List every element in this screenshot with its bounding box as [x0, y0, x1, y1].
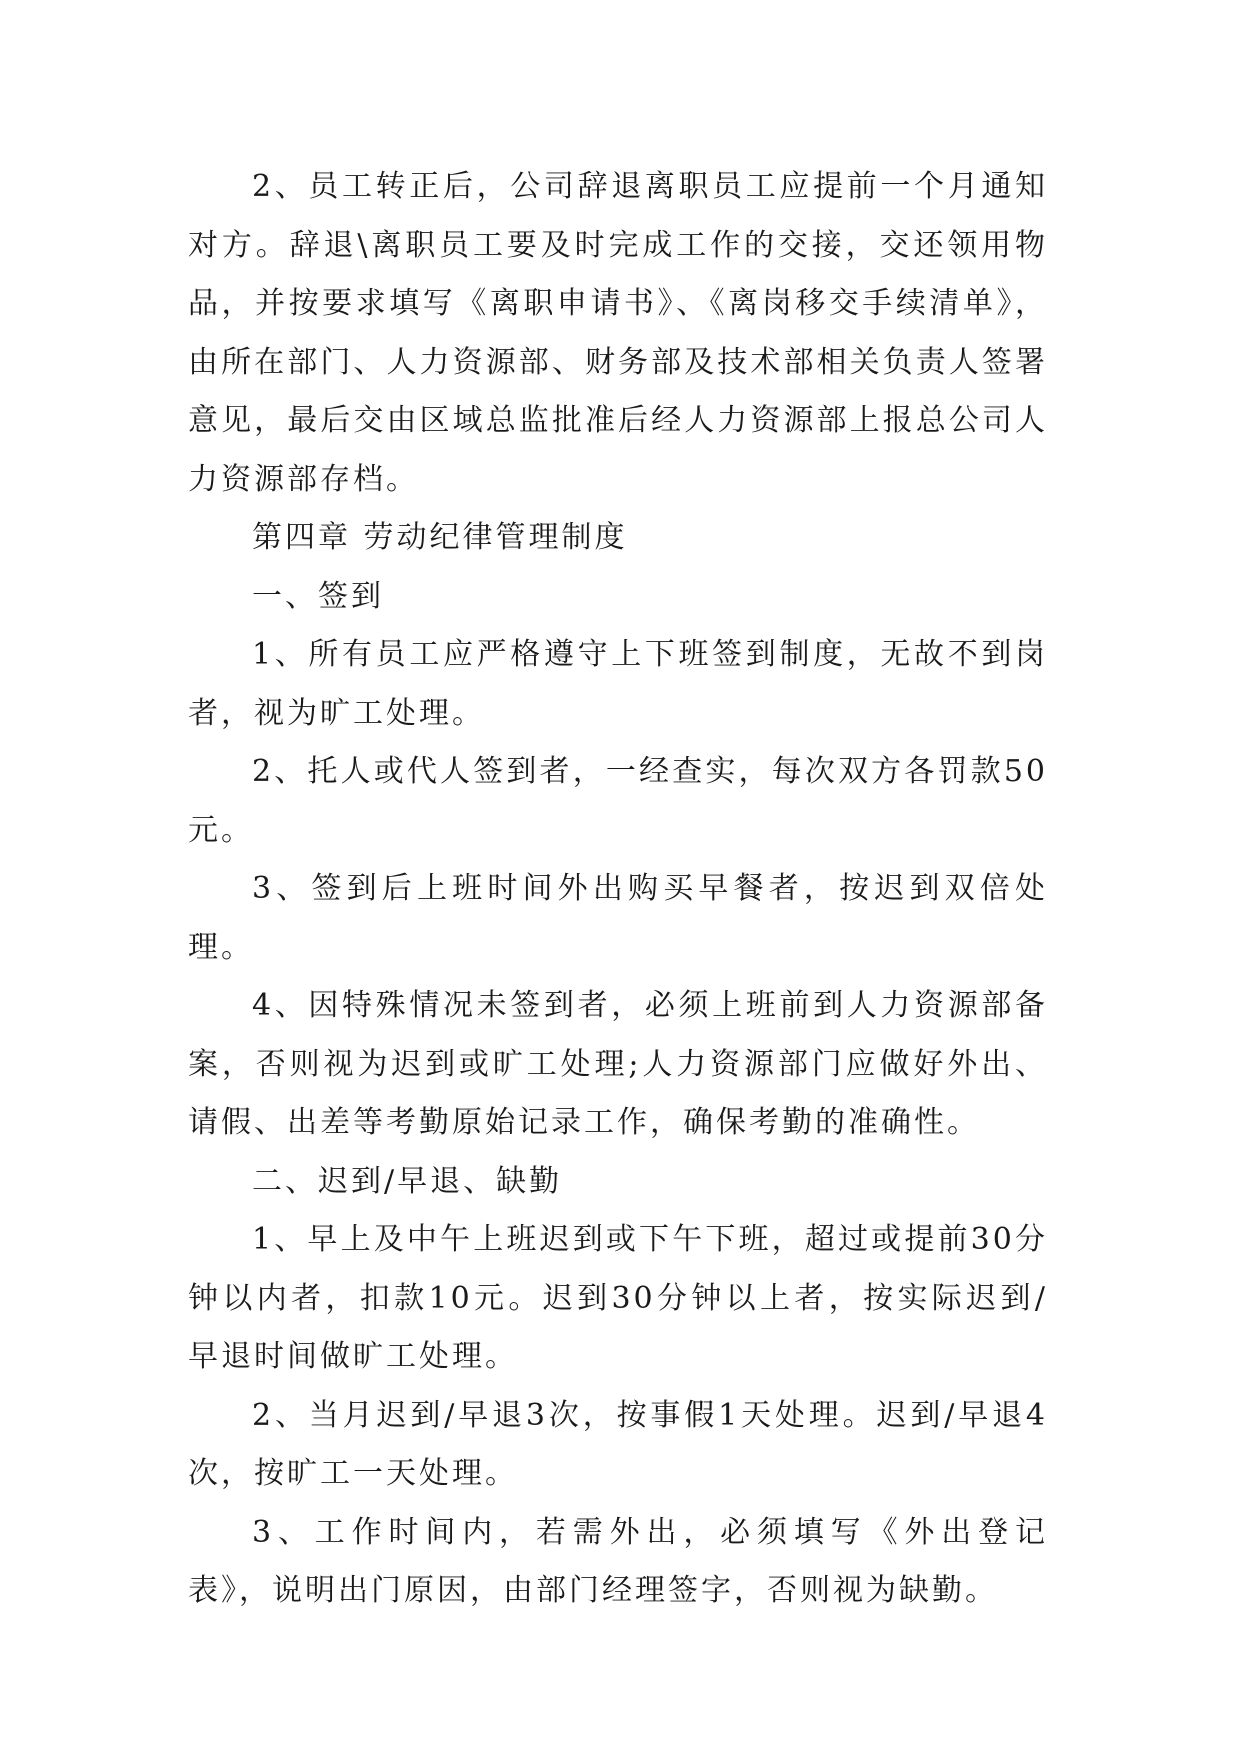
paragraph-sign-in-rule-2: 2、托人或代人签到者，一经查实，每次双方各罚款50元。 [188, 754, 1048, 848]
chapter-heading: 第四章 劳动纪律管理制度 [252, 520, 628, 555]
paragraph-lateness-rule-1: 1、早上及中午上班迟到或下午下班，超过或提前30分钟以内者，扣款10元。迟到30分钟以上者，按实际迟到/早退时间做旷工处理。 [188, 1222, 1048, 1374]
paragraph-sign-in-rule-3: 3、签到后上班时间外出购买早餐者，按迟到双倍处理。 [188, 871, 1048, 965]
paragraph-lateness-rule-2: 2、当月迟到/早退3次，按事假1天处理。迟到/早退4次，按旷工一天处理。 [188, 1397, 1048, 1491]
paragraph-resignation-procedure: 2、员工转正后，公司辞退离职员工应提前一个月通知对方。辞退\离职员工要及时完成工作的交接，交还领用物品，并按要求填写《离职申请书》、《离岗移交手续清单》，由所在部门、人力资源部、财务部及技术部相关负责人签署意见，最后交由区域总监批准后经人力资源部上报总公司人力资源部存档。 [188, 169, 1048, 497]
section-heading-sign-in: 一、签到 [252, 578, 384, 614]
section-heading-lateness: 二、迟到/早退、缺勤 [252, 1163, 563, 1199]
paragraph-sign-in-rule-4: 4、因特殊情况未签到者，必须上班前到人力资源部备案，否则视为迟到或旷工处理;人力资源部门应做好外出、请假、出差等考勤原始记录工作，确保考勤的准确性。 [188, 988, 1048, 1140]
document-body [188, 158, 1048, 1621]
paragraph-sign-in-rule-1: 1、所有员工应严格遵守上下班签到制度，无故不到岗者，视为旷工处理。 [188, 637, 1048, 731]
paragraph-lateness-rule-3: 3、工作时间内，若需外出，必须填写《外出登记表》，说明出门原因，由部门经理签字，否则视为缺勤。 [188, 1514, 1048, 1608]
